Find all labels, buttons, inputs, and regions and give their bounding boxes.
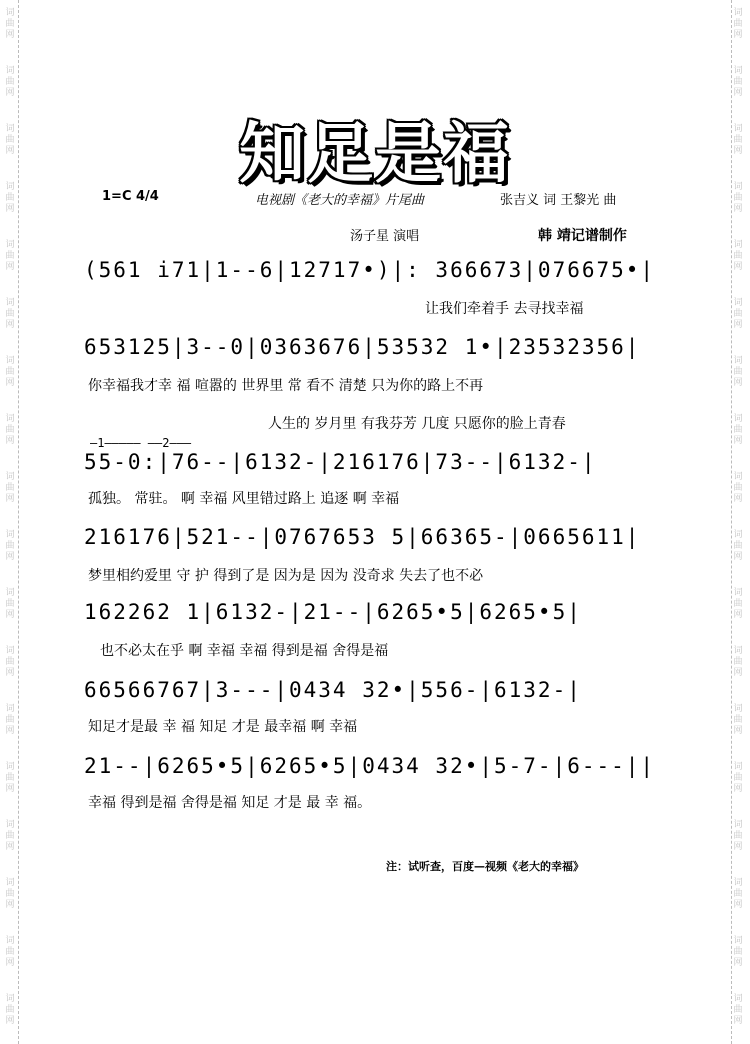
volta-brackets: —1————— ——2——— <box>90 436 192 450</box>
watermark-right: 词 曲 网 <box>733 704 743 736</box>
watermark-right: 词 曲 网 <box>733 356 743 388</box>
lyric-line-8: 幸福 得到是福 舍得是福 知足 才是 最 幸 福。 <box>88 795 372 811</box>
watermark-left: 词 曲 网 <box>5 878 15 910</box>
score-line-7: 21--|6265•5|6265•5|0434 32•|5-7-|6---|| <box>84 754 656 778</box>
score-line-1: (561 i71|1--6|12717•)|: 366673|076675•| <box>84 258 656 282</box>
watermark-left: 词 曲 网 <box>5 936 15 968</box>
score-line-5: 162262 1|6132-|21--|6265•5|6265•5| <box>84 600 582 624</box>
watermark-right: 词 曲 网 <box>733 762 743 794</box>
watermark-left: 词 曲 网 <box>5 472 15 504</box>
watermark-right: 词 曲 网 <box>733 646 743 678</box>
watermark-right: 词 曲 网 <box>733 8 743 40</box>
score-line-4: 216176|521--|0767653 5|66365-|0665611| <box>84 525 641 549</box>
key-signature: 1=C 4/4 <box>102 189 159 204</box>
watermark-right: 词 曲 网 <box>733 182 743 214</box>
watermark-left: 词 曲 网 <box>5 240 15 272</box>
watermark-right: 词 曲 网 <box>733 820 743 852</box>
watermark-right: 词 曲 网 <box>733 240 743 272</box>
lyric-line-6: 也不必太在乎 啊 幸福 幸福 得到是福 舍得是福 <box>100 643 389 659</box>
watermark-right: 词 曲 网 <box>733 994 743 1026</box>
watermark-left: 词 曲 网 <box>5 356 15 388</box>
score-line-6: 66566767|3---|0434 32•|556-|6132-| <box>84 678 582 702</box>
lyric-line-3: 人生的 岁月里 有我芬芳 几度 只愿你的脸上青春 <box>268 416 566 432</box>
score-line-2: 653125|3--0|0363676|53532 1•|23532356| <box>84 335 641 359</box>
watermark-right: 词 曲 网 <box>733 588 743 620</box>
watermark-right: 词 曲 网 <box>733 414 743 446</box>
lyric-line-5: 梦里相约爱里 守 护 得到了是 因为是 因为 没奇求 失去了也不必 <box>88 568 484 584</box>
lyric-line-4: 孤独。 常驻。 啊 幸福 风里错过路上 追逐 啊 幸福 <box>88 491 400 507</box>
watermark-left: 词 曲 网 <box>5 414 15 446</box>
watermark-left: 词 曲 网 <box>5 8 15 40</box>
lyric-line-2: 你幸福我才幸 福 喧嚣的 世界里 常 看不 清楚 只为你的路上不再 <box>88 378 484 394</box>
watermark-left: 词 曲 网 <box>5 530 15 562</box>
transcriber-credit: 韩 靖记谱制作 <box>538 228 627 244</box>
watermark-left: 词 曲 网 <box>5 646 15 678</box>
song-title: 知足是福 <box>239 114 511 192</box>
watermark-right: 词 曲 网 <box>733 124 743 156</box>
watermark-left: 词 曲 网 <box>5 704 15 736</box>
watermark-left: 词 曲 网 <box>5 66 15 98</box>
watermark-left: 词 曲 网 <box>5 820 15 852</box>
watermark-right: 词 曲 网 <box>733 878 743 910</box>
watermark-right: 词 曲 网 <box>733 936 743 968</box>
watermark-right: 词 曲 网 <box>733 298 743 330</box>
composer-credits: 张吉义 词 王黎光 曲 <box>500 193 617 208</box>
watermark-left: 词 曲 网 <box>5 124 15 156</box>
watermark-left: 词 曲 网 <box>5 994 15 1026</box>
watermark-left: 词 曲 网 <box>5 298 15 330</box>
watermark-right: 词 曲 网 <box>733 472 743 504</box>
watermark-right: 词 曲 网 <box>733 66 743 98</box>
watermark-left: 词 曲 网 <box>5 588 15 620</box>
watermark-left: 词 曲 网 <box>5 182 15 214</box>
song-source: 电视剧《老大的幸福》片尾曲 <box>255 193 425 208</box>
watermark-left: 词 曲 网 <box>5 762 15 794</box>
score-line-3: 55-0:|76--|6132-|216176|73--|6132-| <box>84 450 597 474</box>
watermark-right: 词 曲 网 <box>733 530 743 562</box>
singer-credit: 汤子星 演唱 <box>350 229 420 244</box>
lyric-line-1: 让我们牵着手 去寻找幸福 <box>425 301 584 317</box>
footnote: 注：试听查，百度—视频《老大的幸福》 <box>386 860 584 873</box>
lyric-line-7: 知足才是最 幸 福 知足 才是 最幸福 啊 幸福 <box>88 719 358 735</box>
